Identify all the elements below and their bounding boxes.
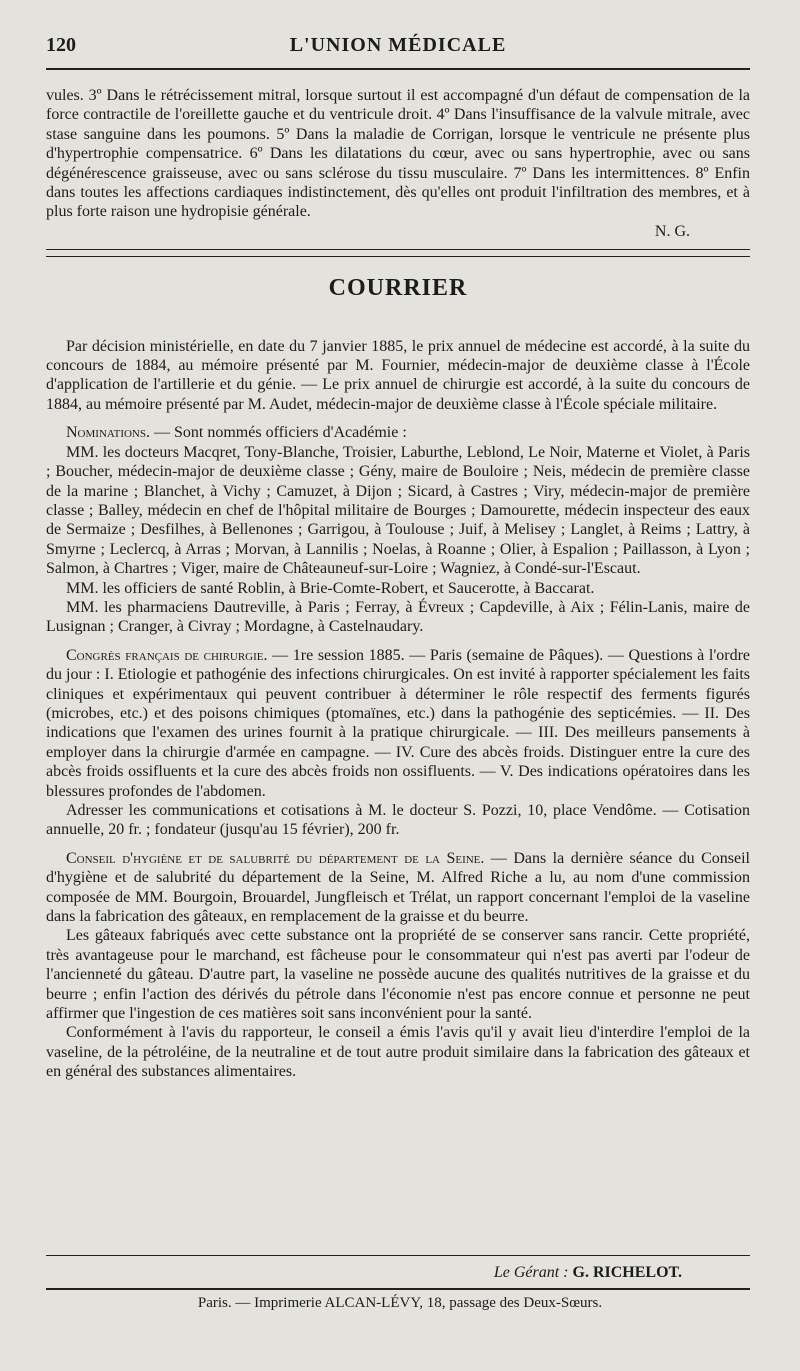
running-title: L'UNION MÉDICALE [289, 34, 507, 56]
conseil-conclusion: Conformément à l'avis du rapporteur, le conseil a émis l'avis qu'il y avait lieu d'interdire l'emploi de la vaseline, de la pétroléine, de la neutraline et de tout autre produit similaire dans la fabrication des gâteaux et en général des substances alimentaires. [46, 1024, 750, 1081]
imprint-line: Paris. — Imprimerie ALCAN-LÉVY, 18, passage des Deux-Sœurs. [197, 1295, 603, 1311]
nominations-heading: Nominations. [66, 424, 150, 442]
nominations-docteurs: MM. les docteurs Macqret, Tony-Blanche, Troisier, Laburthe, Leblond, Le Noir, Materne et Violet, à Paris ; Boucher, médecin-major de deuxième classe ; Gény, maire de Bouloire ; Neis, médecin de première classe de la marine ; Blanchet, à Vichy ; Camuzet, à Dijon ; Sicard, à Castres ; Viry, médecin-major de première classe ; Balley, médecin en chef de l'hôpital militaire de Bourges ; Damourette, médecin inspecteur des eaux de Sermaize ; Desfilhes, à Bellenones ; Garrigou, à Toulouse ; Juif, à Melisey ; Langlet, à Reims ; Lattry, à Smyrne ; Leclercq, à Arras ; Morvan, à Lannilis ; Noelas, à Roanne ; Olier, à Espalion ; Paillasson, à Lyon ; Salmon, à Chartres ; Viger, maire de Châteauneuf-sur-Loire ; Wagniez, à Condé-sur-l'Escaut. [46, 443, 750, 578]
page-header [46, 34, 750, 62]
section-divider [46, 249, 750, 257]
congres-paragraph [46, 646, 750, 801]
conseil-lead: — Dans la dernière séance du Conseil d'hygiène et de salubrité du département de la Seine, M. Alfred Riche a lu, au nom d'une commission composée de MM. Bourgoin, Brouardel, Jungfleisch et Trélat, un rapport concernant l'emploi de la vaseline dans la fabrication des gâteaux, en remplacement de la graisse et du beurre. [46, 849, 751, 926]
gerant-name: G. RICHELOT. [568, 1264, 682, 1281]
footer-rule-top [46, 1255, 750, 1256]
decision-paragraph: Par décision ministérielle, en date du 7 janvier 1885, le prix annuel de médecine est accordé, à la suite du concours de 1884, au mémoire présenté par M. Fournier, médecin-major de deuxième classe à l'École d'application de l'artillerie et du génie. — Le prix annuel de chirurgie est accordé, à la suite du concours de 1884, au mémoire présenté par M. Audet, médecin-major de deuxième classe à l'École spéciale militaire. [46, 337, 750, 413]
conseil-paragraph [46, 849, 750, 927]
conseil-heading: Conseil d'hygiène et de salubrité du département de la Seine. [66, 849, 485, 867]
gerant-label: Le Gérant : [493, 1264, 569, 1281]
intro-signature: N. G. [654, 222, 690, 240]
gerant-signature [494, 1264, 682, 1282]
congres-lead: — 1re session 1885. — Paris (semaine de Pâques). — Questions à l'ordre du jour : I. Etiologie et pathogénie des infections chirurgicales. On est invité à rapporter spécialement les faits cliniques et expérimentaux qui peuvent contribuer à déterminer le rôle respectif des ferments figurés (microbes, etc.) et des poisons chimiques (ptomaïnes, etc.) dans la pathogénie des septicémies. — II. Des indications que l'examen des urines fournit à la pratique chirurgicale. — III. Des meilleurs pansements à employer dans la chirurgie d'armée en campagne. — IV. Cure des abcès froids. Distinguer entre la cure des abcès froids ossifluents et la cure des abcès froids non ossifluents. — V. Des indications opératoires dans les blessures profondes de l'abdomen. [46, 646, 750, 800]
nominations-pharmaciens: MM. les pharmaciens Dautreville, à Paris ; Ferray, à Évreux ; Capdeville, à Aix ; Félin-Lanis, maire de Lusignan ; Cranger, à Civray ; Mordagne, à Castelnaudary. [46, 598, 750, 636]
header-rule [46, 68, 750, 70]
nominations-lead: — Sont nommés officiers d'Académie : [150, 424, 407, 442]
section-title: COURRIER [328, 275, 468, 302]
article-body [46, 86, 750, 1082]
nominations-officiers: MM. les officiers de santé Roblin, à Brie-Comte-Robert, et Saucerotte, à Baccarat. [66, 579, 595, 597]
congres-address: Adresser les communications et cotisations à M. le docteur S. Pozzi, 10, place Vendôme. — Cotisation annuelle, 20 fr. ; fondateur (jusqu'au 15 février), 200 fr. [46, 802, 750, 839]
page-number: 120 [46, 34, 76, 56]
congres-heading: Congrès français de chirurgie. [66, 646, 268, 664]
conseil-gateaux: Les gâteaux fabriqués avec cette substance ont la propriété de se conserver sans rancir. Cette propriété, très avantageuse pour le marchand, est fâcheuse pour le consommateur qui n'est pas averti par l'odeur de l'ancienneté du gâteau. D'autre part, la vaseline ne possède aucune des qualités nutritives de la graisse et du beurre ; enfin l'action des dérivés du pétrole dans l'économie n'est pas encore connue et personne ne peut affirmer que l'ingestion de ces matières soit sans inconvénient pour la santé. [46, 927, 750, 1023]
nominations-paragraph [46, 423, 750, 442]
footer-rule [46, 1288, 750, 1290]
intro-paragraph: vules. 3º Dans le rétrécissement mitral, lorsque surtout il est accompagné d'un défaut de compensation de la force contractile de l'oreillette gauche et du ventricule droit. 4º Dans l'insuffisance de la valvule mitrale, avec stase sanguine dans les poumons. 5º Dans la maladie de Corrigan, lorsque le ventricule ne présente plus d'hypertrophie compensatrice. 6º Dans les dilatations du cœur, avec ou sans hypertrophie, avec ou sans dégénérescence graisseuse, avec ou sans sclérose du tissu musculaire. 7º Dans les intermittences. 8º Enfin dans toutes les affections cardiaques indistinctement, dès qu'elles ont produit l'infiltration des membres, et à plus forte raison une hydropisie générale. [46, 87, 750, 221]
